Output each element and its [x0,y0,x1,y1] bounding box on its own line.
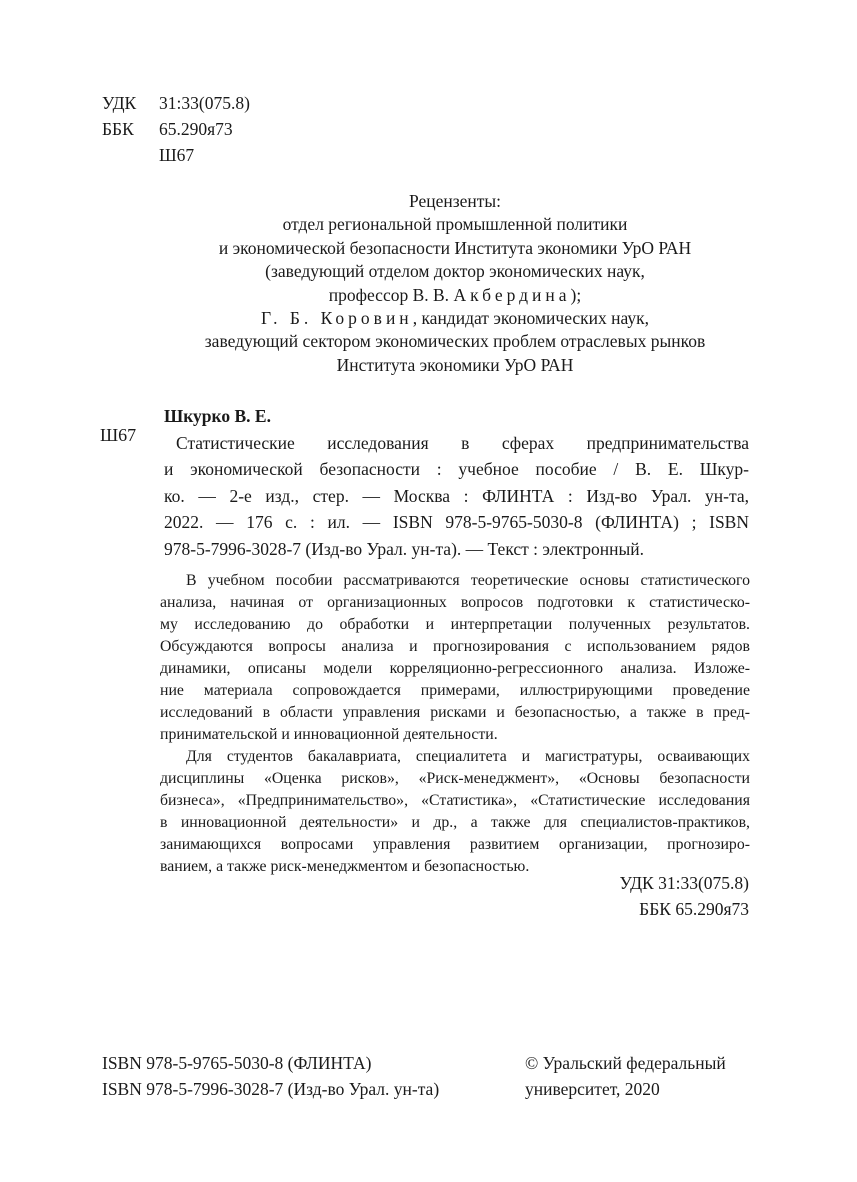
abstract-line: принимательской и инновационной деятельности. [160,726,498,743]
author-mark-label [102,142,159,168]
udk-summary: УДК 31:33(075.8) [619,873,749,893]
udk-value: 31:33(075.8) [159,93,250,113]
reviewers-line [160,307,750,330]
reviewers-line: заведующий сектором экономических проблем отраслевых рынков [204,331,706,352]
biblio-line: 2022. — 176 с. : ил. — ISBN 978-5-9765-5030-8 (ФЛИНТА) ; ISBN [164,512,749,532]
abstract-line: в инновационной деятельности» и др., а также для специалистов-практиков, [160,814,750,831]
abstract-line: В учебном пособии рассматриваются теоретические основы статистического [186,572,750,589]
abstract-line: Обсуждаются вопросы анализа и прогнозирования с использованием рядов [160,638,750,655]
biblio-line: 978-5-7996-3028-7 (Изд-во Урал. ун-та). — Текст : электронный. [164,538,644,559]
udk-bbk-summary [500,870,749,922]
bbk-row [102,116,250,142]
isbn-line: ISBN 978-5-9765-5030-8 (ФЛИНТА) [102,1053,372,1073]
isbn-line: ISBN 978-5-7996-3028-7 (Изд-во Урал. ун-та) [102,1079,440,1099]
copyright-block [525,1050,726,1102]
reviewer-name: Акбердина [453,284,571,305]
reviewers-line: и экономической безопасности Института экономики УрО РАН [218,237,692,258]
abstract-line: ние материала сопровождается примерами, иллюстрирующими проведение [160,682,750,699]
author-mark-value: Ш67 [159,145,195,165]
udk-row [102,90,250,116]
abstract-line: исследований в области управления рисками и безопасностью, а также в пред- [160,704,750,721]
abstract-line: му исследованию до обработки и интерпретации полученных результатов. [160,616,750,633]
biblio-line: ко. — 2-е изд., стер. — Москва : ФЛИНТА : Изд-во Урал. ун-та, [164,485,749,506]
bbk-summary: ББК 65.290я73 [639,899,749,919]
udk-label: УДК [102,93,137,113]
author-mark-row [102,142,250,168]
bbk-value: 65.290я73 [159,119,233,139]
abstract-line: Для студентов бакалавриата, специалитета и магистратуры, осваивающих [186,748,750,765]
bbk-label: ББК [102,119,134,139]
abstract-line: динамики, описаны модели корреляционно-регрессионного анализа. Изложе- [160,660,750,677]
abstract-line: дисциплины «Оценка рисков», «Риск-менеджмент», «Основы безопасности [160,770,750,787]
reviewers-line: отдел региональной промышленной политики [282,214,628,235]
reviewers-line: (заведующий отделом доктор экономических наук, [265,261,645,282]
abstract-line: ванием, а также риск-менеджментом и безопасностью. [160,858,530,875]
reviewer-title: профессор В. В. [328,284,454,305]
isbn-block [102,1050,439,1102]
reviewers-heading: Рецензенты: [408,191,502,211]
reviewer-degree: , кандидат экономических наук, [412,308,650,329]
reviewers-line: Института экономики УрО РАН [336,354,574,375]
copyright-line: университет, 2020 [525,1079,660,1099]
catalog-code: Ш67 [100,425,137,445]
reviewers-line [160,284,750,307]
abstract-line: анализа, начиная от организационных вопросов подготовки к статистическо- [160,594,750,611]
biblio-line: Статистические исследования в сферах предпринимательства [176,432,749,453]
author-name: Шкурко В. Е. [164,406,271,426]
abstract-line: занимающихся вопросами управления развитием организации, прогнозиро- [160,836,750,853]
reviewers-block [160,190,750,377]
bibliographic-record [164,403,749,562]
copyright-line: © Уральский федеральный [525,1053,726,1073]
abstract-line: бизнеса», «Предпринимательство», «Статистика», «Статистические исследования [160,792,750,809]
biblio-line: и экономической безопасности : учебное пособие / В. Е. Шкур- [164,459,749,479]
classification-block [102,90,250,168]
reviewer-name: Г. Б. Коровин [260,308,413,329]
reviewer-suffix: ); [570,284,582,305]
abstract [160,570,750,878]
